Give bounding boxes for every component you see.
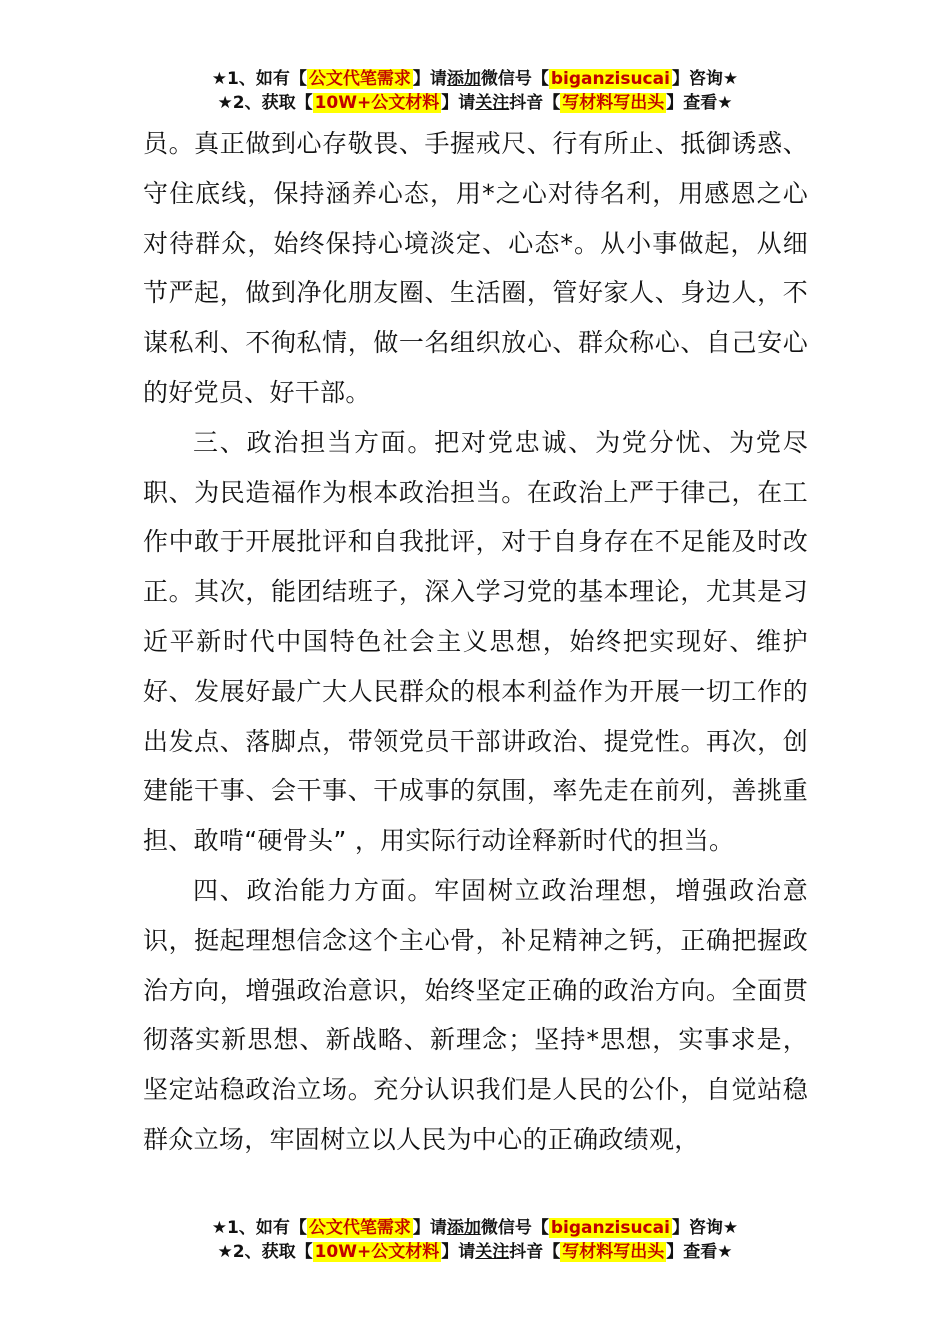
banner-line-2 xyxy=(0,1240,950,1264)
highlight-label: 公文代笔需求 xyxy=(308,69,411,89)
banner-line-1 xyxy=(0,67,950,91)
banner-text: 】请 xyxy=(441,1242,476,1262)
banner-text: 】请 xyxy=(412,1218,447,1238)
paragraph-political-responsibility: 三、政治担当方面。把对党忠诚、为党分忧、为党尽职、为民造福作为根本政治担当。在政治上严于律己，在工作中敢于开展批评和自我批评，对于自身存在不足能及时改正。其次，能团结班子，深入学习党的基本理论，尤其是习近平新时代中国特色社会主义思想，始终把实现好、维护好、发展好最广大人民群众的根本利益作为开展一切工作的出发点、落脚点，带领党员干部讲政治、提党性。再次，创建能干事、会干事、干成事的氛围，率先走在前列，善挑重担、敢啃“硬骨头” ，用实际行动诠释新时代的担当。 xyxy=(143,427,808,856)
banner-text: ★2、获取【 xyxy=(217,1242,313,1262)
banner-text: ★1、如有【 xyxy=(211,1218,307,1238)
paragraph-political-ability: 四、政治能力方面。牢固树立政治理想，增强政治意识，挺起理想信念这个主心骨，补足精神之钙，正确把握政治方向，增强政治意识，始终坚定正确的政治方向。全面贯彻落实新思想、新战略、新理念；坚持*思想，实事求是，坚定站稳政治立场。充分认识我们是人民的公仆，自觉站稳群众立场，牢固树立以人民为中心的正确政绩观， xyxy=(143,875,808,1154)
banner-text: 】请 xyxy=(441,93,476,113)
header-banner xyxy=(0,67,950,115)
banner-text: 】查看★ xyxy=(666,93,733,113)
document-body xyxy=(143,119,808,1165)
paragraph-continuation: 员。真正做到心存敬畏、手握戒尺、行有所止、抵御诱惑、守住底线，保持涵养心态，用*之心对待名利，用感恩之心对待群众，始终保持心境淡定、心态*。从小事做起，从细节严起，做到净化朋友圈、生活圈，管好家人、身边人，不谋私利、不徇私情，做一名组织放心、群众称心、自己安心的好党员、好干部。 xyxy=(143,129,808,407)
banner-text: 】咨询★ xyxy=(671,1218,739,1238)
banner-text: 】咨询★ xyxy=(671,69,739,89)
banner-line-2 xyxy=(0,91,950,115)
wechat-id-label: biganzisucai xyxy=(550,1218,670,1238)
banner-text: 微信号【 xyxy=(480,69,549,89)
emphasis-text: 关注 xyxy=(475,93,510,113)
douyin-id-label: 写材料写出头 xyxy=(562,93,665,113)
douyin-id-label: 写材料写出头 xyxy=(562,1242,665,1262)
banner-text: 抖音【 xyxy=(509,93,561,113)
banner-text: 抖音【 xyxy=(509,1242,561,1262)
wechat-id-label: biganzisucai xyxy=(550,69,670,89)
highlight-label: 10W+公文材料 xyxy=(314,93,440,113)
banner-text: ★2、获取【 xyxy=(217,93,313,113)
banner-text: ★1、如有【 xyxy=(211,69,307,89)
banner-text: 微信号【 xyxy=(480,1218,549,1238)
highlight-label: 公文代笔需求 xyxy=(308,1218,411,1238)
emphasis-text: 关注 xyxy=(475,1242,510,1262)
footer-banner xyxy=(0,1216,950,1264)
emphasis-text: 添加 xyxy=(446,1218,481,1238)
highlight-label: 10W+公文材料 xyxy=(314,1242,440,1262)
banner-text: 】查看★ xyxy=(666,1242,733,1262)
banner-line-1 xyxy=(0,1216,950,1240)
banner-text: 】请 xyxy=(412,69,447,89)
emphasis-text: 添加 xyxy=(446,69,481,89)
